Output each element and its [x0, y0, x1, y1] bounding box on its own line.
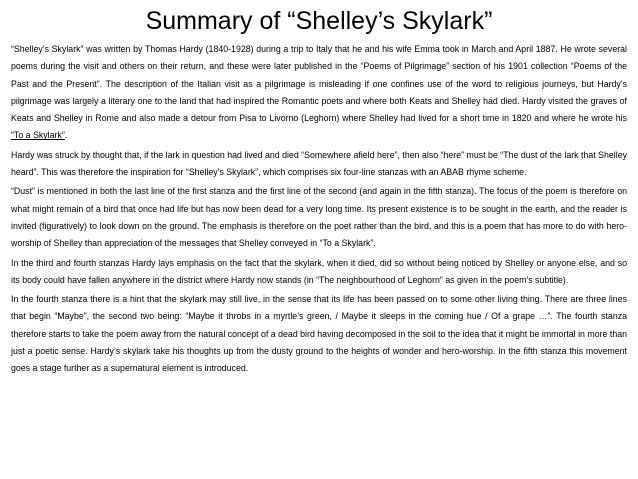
paragraph-1-text: “Shelley’s Skylark” was written by Thomas Hardy (1840-1928) during a trip to Italy that he and his wife Emma took in March and April 1887. He wrote several poems during the visit and others on their return, and these were later published in the “Poems of Pilgrimage” section of his 1901 collection “Poems of the Past and the Present”. The description of the Italian visit as a pilgrimage is misleading if one confines use of the word to religious journeys, but Hardy’s pilgrimage was largely a literary one to the land that had inspired the Romantic poets and where both Keats and Shelley had died. Hardy visited the graves of Keats and Shelley in Rome and also made a detour from Pisa to Livorno (Leghorn) where Shelley had lived for a short time in 1820 and where he wrote his [11, 44, 627, 124]
paragraph-1-end: . [64, 130, 68, 141]
to-a-skylark-link[interactable]: “To a Skylark” [11, 130, 65, 141]
paragraph-2: Hardy was struck by thought that, if the lark in question had lived and died “Somewhere afield here”, then also “here” must be “The dust of the lark that Shelley heard”. This was therefore the inspiration for “Shelley’s Skylark”, which comprises six four-line stanzas with an ABAB rhyme scheme. [11, 149, 627, 178]
paragraph-4: In the third and fourth stanzas Hardy lays emphasis on the fact that the skylark, when it died, did so without being noticed by Shelley or anyone else, and so its body could have fallen anywhere in the district where Hardy now stands (in “The neighbourhood of Leghorn” as given in the poem’s subtitle). [11, 257, 627, 285]
page-title: Summary of “Shelley’s Skylark” [145, 7, 493, 35]
paragraph-3: “Dust” is mentioned in both the last line of the first stanza and the first line of the second (and again in the fifth stanza). The focus of the poem is therefore on what might remain of a bird that once had life but has now been dead for a very long time. Its present existence is to be sought in the earth, and the reader is invited (figuratively) to look down on the ground. The emphasis is therefore on the poet rather than the bird, and this is a poem that has more to do with hero-worship of Shelley than appreciation of the messages that Shelley conveyed in “To a Skylark”. [11, 186, 627, 249]
summary-body [11, 41, 627, 380]
paragraph-5: In the fourth stanza there is a hint that the skylark may still live, in the sense that its life has been passed on to some other living thing. There are three lines that begin “Maybe”, the second two being: “Maybe it throbs in a myrtle’s green, / Maybe it sleeps in the coming hue / Of a grape …”. The fourth stanza therefore starts to take the poem away from the natural concept of a dead bird having decomposed in the soil to the idea that it might be immortal in more than just a poetic sense. Hardy’s skylark take his thoughts up from the dusty ground to the heights of wonder and hero-worship. In the fifth stanza this movement goes a stage further as a supernatural element is introduced. [11, 294, 627, 374]
paragraph-1 [11, 41, 627, 145]
